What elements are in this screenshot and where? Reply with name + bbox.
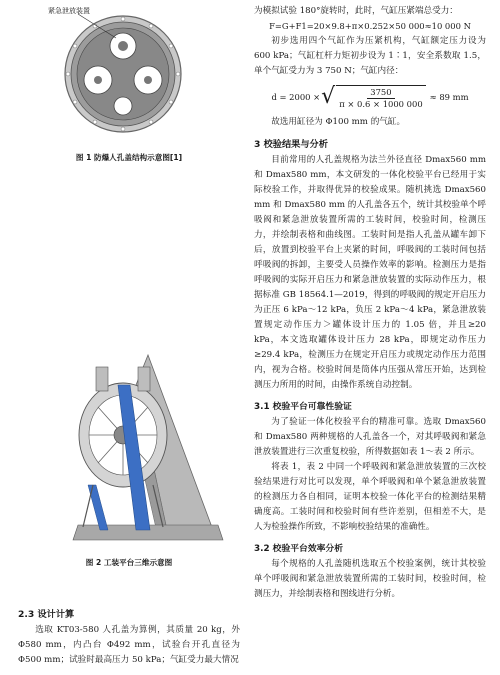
cylinder-conclusion: 故选用缸径为 Φ100 mm 的气缸。 [271,117,406,127]
force-intro-line: 为模拟试验 180°旋转时，此时，气缸压紧端总受力： [254,6,458,16]
cylinder-selection-paragraph: 初步选用四个气缸作为压紧机构，气缸额定压力设为 600 kPa；气缸杠杆力矩初步设为 1∶1，安全系数取 1.5，单个气缸受力为 3 750 N；气缸内径： [254,36,486,76]
emergency-vent-center [118,41,128,51]
figure-1 [18,2,240,162]
force-formula: F=G+F1=20×9.8+π×0.252×50 000≈10 000 N [269,21,471,31]
bottom-port [114,97,132,115]
air-cylinder-1 [96,367,108,391]
equation-denominator: π × 0.6 × 1000 000 [339,98,423,109]
figure-2-caption: 图 2 工装平台三维示意图 [85,558,173,567]
right-column [254,4,486,602]
equation-fraction [336,85,425,110]
figure-1-caption: 图 1 防爆人孔盖结构示意图[1] [75,153,183,162]
fig1-label: 紧急泄放装置 [48,7,90,15]
section-3-paragraph: 目前常用的人孔盖规格为法兰外径直径 Dmax560 mm 和 Dmax580 mm，本文研发的一体化校验平台已经用于实际校验工作，并取得优异的校验成果。随机挑选 Dmax560 mm 和 Dmax580 mm 的人孔盖各五个，统计其校验单个呼吸阀和紧急泄放装置所需的工装时间，校验时间，检测压力，并绘制表格和曲线图。工装时间是指人孔盖从罐车卸下后，放置到校验平台上夹紧的时间，呼吸阀的工装时间包括呼吸阀的拆卸，主要受人员操作效率的影响。检测压力是指呼吸阀的实际开启压力和紧急泄放装置的实际动作压力，根据标准 GB 18564.1—2019，得到的呼吸阀的规定开启压力为正压 6 kPa～12 kPa，负压 2 kPa～4 kPa，紧急泄放装置规定动作压力＞罐体设计压力的 1.05 倍，并且≥20 kPa，本文选取罐体设计压力 28 kPa，即规定动作压力≥29.4 kPa，检测压力在规定开启压力或规定动作压力范围内，视为合格。校验时间是筒体内压强从常压开始，达到检测压力所用的时间，由操作系统自动控制。 [254,155,486,390]
air-cylinder-2 [138,367,150,391]
section-3-1-heading: 3.1 校验平台可靠性验证 [254,402,352,412]
left-column-bottom [18,600,240,668]
sqrt-sign: √ [321,84,336,109]
platform-3d-diagram [18,345,240,550]
diameter-equation [254,82,486,112]
figure-2 [18,345,240,575]
section-3-1-paragraph-1: 为了验证一体化校验平台的精准可靠。选取 Dmax560 和 Dmax580 两种规格的人孔盖各一个，对其呼吸阀和紧急泄放装置进行三次重复校验，所得数据如表 1～表 2 所示。 [254,417,486,457]
equation-lhs: d = 2000 × [271,92,321,102]
section-2-3-heading: 2.3 设计计算 [18,609,75,620]
section-3-heading: 3 校验结果与分析 [254,139,328,150]
cover-structure-diagram [18,2,240,142]
section-3-2-heading: 3.2 校验平台效率分析 [254,544,344,554]
section-2-3-paragraph: 选取 KT03-580 人孔盖为算例，其质量 20 kg，外 Φ580 mm，内凸台 Φ492 mm，试验台开孔直径为 Φ500 mm；试验时最高压力 50 kPa；气缸受力最大情况 [18,625,240,665]
section-3-2-paragraph: 每个规格的人孔盖随机选取五个校验案例，统计其校验单个呼吸阀和紧急泄放装置所需的工装时间，校验时间，检测压力，并绘制表格和图线进行分析。 [254,559,486,599]
equation-rhs: ≈ 89 mm [429,92,469,102]
section-3-1-paragraph-2: 将表 1，表 2 中同一个呼吸阀和紧急泄放装置的三次校验结果进行对比可以发现，单个呼吸阀和单个紧急泄放装置的检测压力各自相同，证明本校验一体化平台的检测结果精确度高。工装时间和校验时间有些许差别，但相差不大，是人为检验操作所致，不影响校验结果的准确性。 [254,462,486,532]
equation-numerator: 3750 [367,87,394,99]
